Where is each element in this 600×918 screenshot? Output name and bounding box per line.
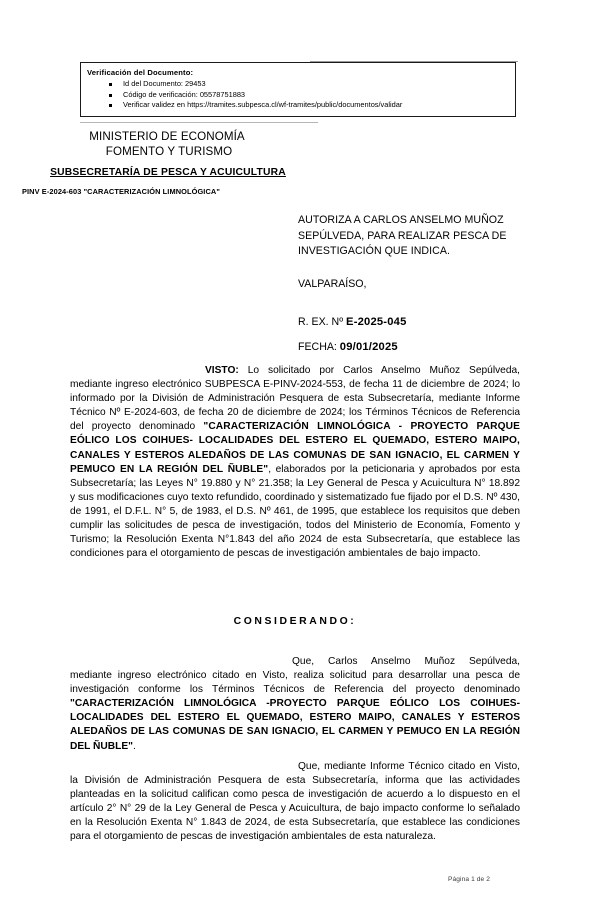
- considerando-heading: CONSIDERANDO:: [233, 616, 357, 627]
- verification-list: [87, 79, 515, 111]
- ministry-line-1: MINISTERIO DE ECONOMÍA: [89, 130, 245, 143]
- resolution-subject: AUTORIZA A CARLOS ANSELMO MUÑOZ SEPÚLVEDA, PARA REALIZAR PESCA DE INVESTIGACIÓN QUE INDICA.: [298, 214, 507, 258]
- scan-artifact-line-bottom: [80, 122, 318, 123]
- considerando-1-text-part-1: Que, Carlos Anselmo Muñoz Sepúlveda, mediante ingreso electrónico citado en Visto, realiza solicitud para desarrollar una pesca de investigación conforme los Términos Técnicos de Referencia del proyecto denominado: [70, 656, 520, 696]
- resolution-date-line: [298, 341, 398, 353]
- project-reference-code: PINV E-2024-603 "CARACTERIZACIÓN LIMNOLÓGICA": [22, 187, 220, 196]
- visto-label: VISTO:: [205, 365, 239, 376]
- verification-item-document-id: Id del Documento: 29453: [87, 79, 515, 90]
- considerando-paragraph-1: [70, 655, 520, 754]
- issue-place: VALPARAÍSO,: [298, 278, 367, 290]
- ministry-line-2: FOMENTO Y TURISMO: [105, 144, 233, 158]
- document-verification-box: [80, 62, 516, 117]
- visto-paragraph: [70, 364, 520, 561]
- page-number-footer: Página 1 de 2: [448, 876, 490, 883]
- letterhead: [22, 130, 290, 196]
- considerando-1-project-title: "CARACTERIZACIÓN LIMNOLÓGICA -PROYECTO PARQUE EÓLICO LOS COIHUES- LOCALIDADES DEL ESTERO EL QUEMADO, ESTERO MAIPO, CANALES Y ESTEROS ALEDAÑOS DE LAS COMUNAS DE SAN IGNACIO, EL CARMEN Y PEMUCO EN LA REGIÓN DEL ÑUBLE": [70, 698, 520, 752]
- resolution-number-label: R. EX. Nº: [298, 316, 347, 328]
- resolution-date-label: FECHA:: [298, 341, 340, 353]
- resolution-date-value: 09/01/2025: [339, 341, 398, 353]
- considerando-paragraph-2: [70, 760, 520, 845]
- resolution-number-line: [298, 316, 407, 328]
- verification-title: Verificación del Documento:: [87, 68, 194, 77]
- visto-text-part-2: , elaborados por la peticionaria y aprobados por esta Subsecretaría; las Leyes N° 19.880 y N° 21.358; la Ley General de Pesca y Acuicultura N° 18.892 y sus modificaciones cuyo texto refundido, coordinado y sistematizado fue fijado por el D.S. Nº 430, de 1991, el D.F.L. N° 5, de 1983, el D.S. Nº 461, de 1995, que establece los requisitos que deben cumplir las solicitudes de pesca de investigación, todos del Ministerio de Economía, Fomento y Turismo; la Resolución Exenta N°1.843 del año 2024 de esta Subsecretaría, que establece las condiciones para el otorgamiento de pescas de investigación ambientales de bajo impacto.: [70, 463, 520, 560]
- visto-project-title: "CARACTERIZACIÓN LIMNOLÓGICA - PROYECTO PARQUE EÓLICO LOS COIHUES- LOCALIDADES DEL ESTERO EL QUEMADO, ESTERO MAIPO, CANALES Y ESTEROS ALEDAÑOS DE LAS COMUNAS DE SAN IGNACIO, EL CARMEN Y PEMUCO EN LA REGIÓN DEL ÑUBLE": [70, 421, 520, 475]
- subsecretaria-title: SUBSECRETARÍA DE PESCA Y ACUICULTURA: [50, 167, 286, 178]
- considerando-1-text-part-2: .: [132, 740, 136, 752]
- verification-item-code: Código de verificación: 05578751883: [87, 90, 515, 101]
- resolution-number-value: E-2025-045: [346, 316, 407, 328]
- verification-item-url: Verificar validez en https://tramites.subpesca.cl/wf-tramites/public/documentos/validar: [87, 100, 515, 111]
- considerando-2-text: Que, mediante Informe Técnico citado en Visto, la División de Administración Pesquera de esta Subsecretaría, informa que las actividades planteadas en la solicitud califican como pesca de investigación de acuerdo a lo dispuesto en el artículo 2° N° 29 de la Ley General de Pesca y Acuicultura, de bajo impacto conforme lo señalado en la Resolución Exenta N° 1.843 de 2024, de esta Subsecretaría, que establece las condiciones para el otorgamiento de pescas de investigación ambientales de esta naturaleza.: [70, 761, 520, 843]
- visto-text-part-1: Lo solicitado por Carlos Anselmo Muñoz Sepúlveda, mediante ingreso electrónico SUBPESCA E-PINV-2024-553, de fecha 11 de diciembre de 2024; lo informado por la División de Administración Pesquera de esta Subsecretaría, mediante Informe Técnico Nº E-2024-603, de fecha 20 de diciembre de 2024; los Términos Técnicos de Referencia del proyecto denominado: [70, 365, 520, 433]
